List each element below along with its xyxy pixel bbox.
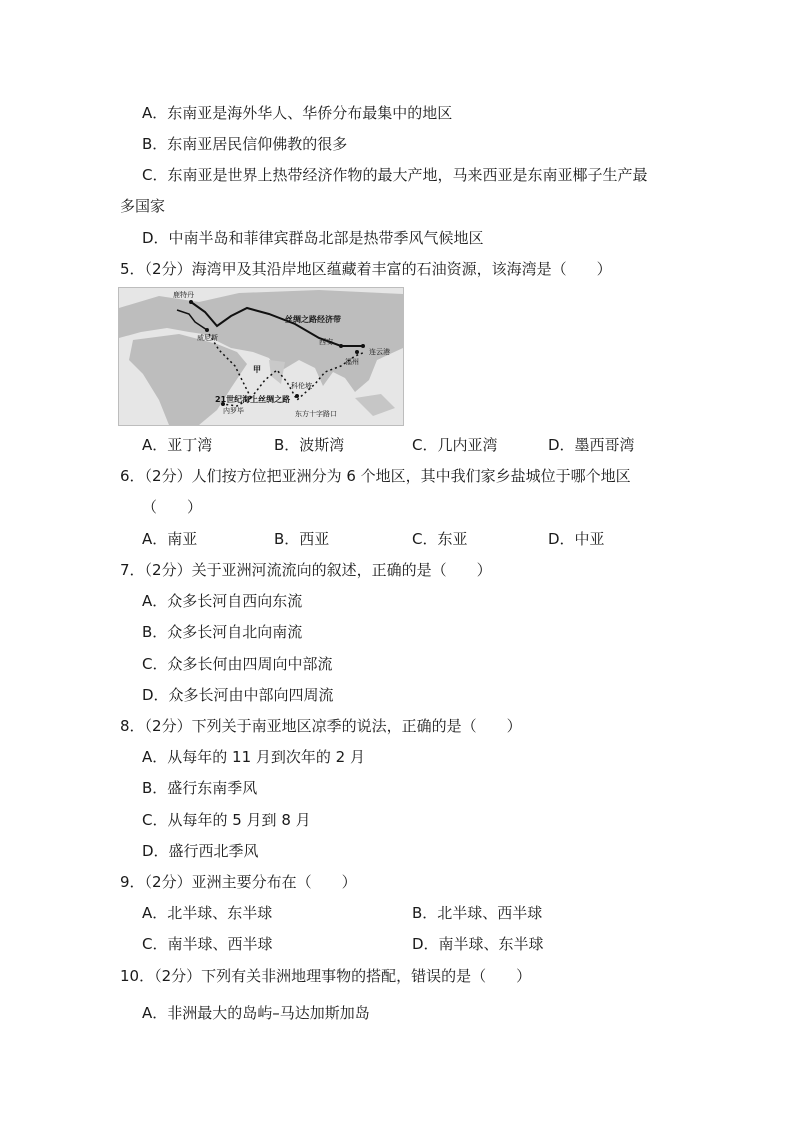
- q4-option-a: A．东南亚是海外华人、华侨分布最集中的地区: [142, 104, 453, 122]
- map-label-colombo: 科伦坡: [291, 382, 312, 390]
- q7-option-c: C．众多长何由四周向中部流: [142, 655, 333, 673]
- map-label-lianyungang: 连云港: [369, 348, 390, 356]
- map-label-fuzhou: 福州: [345, 358, 359, 366]
- q10-stem: 10．（2分）下列有关非洲地理事物的搭配，错误的是（ ）: [120, 967, 532, 985]
- q6-answer-paren: （ ）: [142, 498, 203, 516]
- q6-stem: 6．（2分）人们按方位把亚洲分为 6 个地区，其中我们家乡盐城位于哪个地区: [120, 467, 631, 485]
- q9-option-a: A．北半球、东半球: [142, 904, 273, 922]
- q6-option-d: D．中亚: [548, 530, 605, 548]
- q8-option-a: A．从每年的 11 月到次年的 2 月: [142, 748, 365, 766]
- map-label-maritime-road: 21世纪海上丝绸之路: [215, 395, 291, 404]
- q4-option-d: D．中南半岛和菲律宾群岛北部是热带季风气候地区: [142, 229, 484, 247]
- map-label-crossroads: 东方十字路口: [295, 410, 337, 418]
- map-label-xian: 西安: [319, 338, 333, 346]
- q8-option-d: D．盛行西北季风: [142, 842, 259, 860]
- q6-option-a: A．南亚: [142, 530, 198, 548]
- map-label-rotterdam: 鹿特丹: [173, 291, 194, 299]
- q10-option-a: A．非洲最大的岛屿–马达加斯加岛: [142, 1004, 370, 1022]
- q8-stem: 8．（2分）下列关于南亚地区凉季的说法，正确的是（ ）: [120, 717, 522, 735]
- map-label-jia: 甲: [253, 365, 261, 374]
- q6-option-b: B．西亚: [274, 530, 330, 548]
- q4-option-c-continued: 多国家: [120, 197, 166, 215]
- q9-option-b: B．北半球、西半球: [412, 904, 543, 922]
- q4-option-b: B．东南亚居民信仰佛教的很多: [142, 135, 348, 153]
- map-label-venice: 威尼斯: [197, 334, 218, 342]
- q6-option-c: C．东亚: [412, 530, 468, 548]
- q5-option-a: A．亚丁湾: [142, 436, 213, 454]
- q9-option-c: C．南半球、西半球: [142, 935, 273, 953]
- q5-option-d: D．墨西哥湾: [548, 436, 635, 454]
- q7-stem: 7．（2分）关于亚洲河流流向的叙述，正确的是（ ）: [120, 561, 492, 579]
- map-label-nairobi: 内罗毕: [223, 407, 244, 415]
- map-label-belt: 丝绸之路经济带: [285, 315, 341, 324]
- q4-option-c: C．东南亚是世界上热带经济作物的最大产地，马来西亚是东南亚椰子生产最: [142, 166, 648, 184]
- q7-option-a: A．众多长河自西向东流: [142, 592, 303, 610]
- q9-stem: 9．（2分）亚洲主要分布在（ ）: [120, 873, 357, 891]
- q5-option-c: C．几内亚湾: [412, 436, 498, 454]
- q7-option-b: B．众多长河自北向南流: [142, 623, 303, 641]
- q8-option-b: B．盛行东南季风: [142, 779, 258, 797]
- q7-option-d: D．众多长河由中部向四周流: [142, 686, 334, 704]
- silk-road-map: [118, 287, 404, 426]
- q9-option-d: D．南半球、东半球: [412, 935, 544, 953]
- q8-option-c: C．从每年的 5 月到 8 月: [142, 811, 311, 829]
- q5-stem: 5．（2分）海湾甲及其沿岸地区蕴藏着丰富的石油资源，该海湾是（ ）: [120, 260, 612, 278]
- q5-option-b: B．波斯湾: [274, 436, 345, 454]
